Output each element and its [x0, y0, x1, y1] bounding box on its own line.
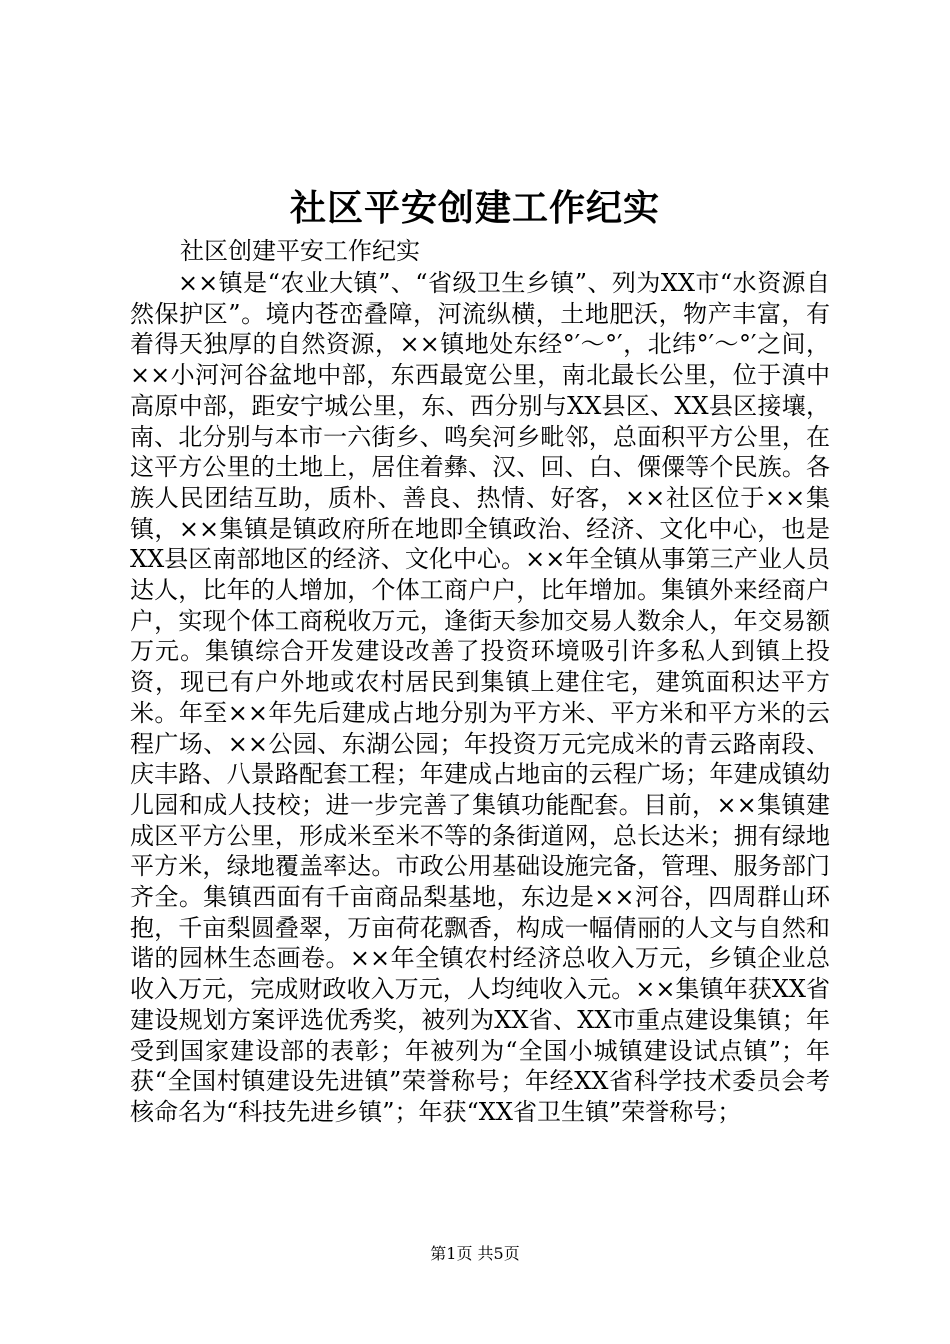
document-title: 社区平安创建工作纪实 [289, 187, 660, 229]
page-number-footer: 第1页 共5页 [430, 1244, 520, 1263]
document-subtitle: 社区创建平安工作纪实 [180, 237, 420, 265]
body-paragraph: ××镇是“农业大镇”、“省级卫生乡镇”、列为XX市“水资源自然保护区”。境内苍峦叠障，河流纵横，土地肥沃，物产丰富，有着得天独厚的自然资源，××镇地处东经°′～°′，北纬°′～°′之间，××小河河谷盆地中部，东西最宽公里，南北最长公里，位于滇中高原中部，距安宁城公里，东、西分别与XX县区、XX县区接壤，南、北分别与本市一六街乡、鸣矣河乡毗邻，总面积平方公里，在这平方公里的土地上，居住着彝、汉、回、白、傈僳等个民族。各族人民团结互助，质朴、善良、热情、好客，××社区位于××集镇，××集镇是镇政府所在地即全镇政治、经济、文化中心，也是XX县区南部地区的经济、文化中心。××年全镇从事第三产业人员达人，比年的人增加，个体工商户户，比年增加。集镇外来经商户户，实现个体工商税收万元，逢街天参加交易人数余人，年交易额万元。集镇综合开发建设改善了投资环境吸引许多私人到镇上投资，现已有户外地或农村居民到集镇上建住宅，建筑面积达平方米。年至××年先后建成占地分别为平方米、平方米和平方米的云程广场、××公园、东湖公园；年投资万元完成米的青云路南段、庆丰路、八景路配套工程；年建成占地亩的云程广场；年建成镇幼儿园和成人技校；进一步完善了集镇功能配套。目前，××集镇建成区平方公里，形成米至米不等的条街道网，总长达米；拥有绿地平方米，绿地覆盖率达。市政公用基础设施完备，管理、服务部门齐全。集镇西面有千亩商品梨基地，东边是××河谷，四周群山环抱，千亩梨圆叠翠，万亩荷花飘香，构成一幅倩丽的人文与自然和谐的园林生态画卷。××年全镇农村经济总收入万元，乡镇企业总收入万元，完成财政收入万元，人均纯收入元。××集镇年获XX省建设规划方案评选优秀奖，被列为XX省、XX市重点建设集镇；年受到国家建设部的表彰；年被列为“全国小城镇建设试点镇”；年获“全国村镇建设先进镇”荣誉称号；年经XX省科学技术委员会考核命名为“科技先进乡镇”；年获“XX省卫生镇”荣誉称号； [130, 269, 830, 1126]
